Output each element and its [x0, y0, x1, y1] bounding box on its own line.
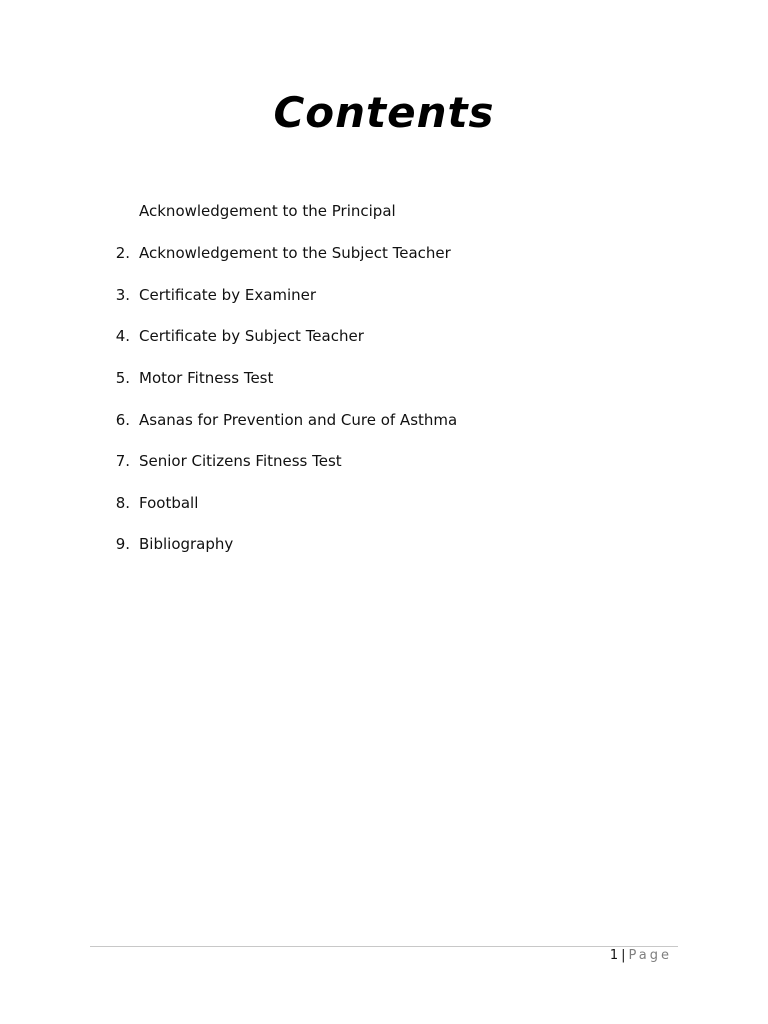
toc-item-label: Motor Fitness Test	[139, 369, 274, 387]
toc-item-number: 9.	[115, 535, 130, 553]
footer-separator: |	[621, 948, 626, 963]
page-word: Page	[628, 948, 672, 963]
footer-divider	[90, 946, 678, 947]
page-number: 1	[609, 948, 619, 963]
toc-item-label: Bibliography	[139, 535, 234, 553]
toc-item-number: 7.	[115, 452, 130, 470]
toc-item-number: 8.	[115, 494, 130, 512]
toc-item-label: Certificate by Examiner	[139, 286, 317, 304]
page-title: Contents	[273, 88, 495, 137]
toc-item-label: Asanas for Prevention and Cure of Asthma	[139, 411, 458, 429]
toc-item	[0, 407, 768, 433]
toc-item	[0, 323, 768, 349]
toc-item	[0, 240, 768, 266]
toc-item	[0, 365, 768, 391]
page-footer	[610, 947, 672, 965]
toc-item	[0, 531, 768, 557]
toc-item-label: Certificate by Subject Teacher	[139, 327, 364, 345]
toc-item-label: Acknowledgement to the Principal	[139, 202, 396, 220]
toc-item	[0, 490, 768, 516]
toc-item-label: Senior Citizens Fitness Test	[139, 452, 342, 470]
toc-item	[0, 282, 768, 308]
toc-item-number: 2.	[115, 244, 130, 262]
toc-item-number: 6.	[115, 411, 130, 429]
toc-item	[0, 448, 768, 474]
toc-item-number: 4.	[115, 327, 130, 345]
toc-item	[0, 198, 768, 224]
toc-item-number: 3.	[115, 286, 130, 304]
toc-item-label: Football	[139, 494, 199, 512]
toc-item-label: Acknowledgement to the Subject Teacher	[139, 244, 451, 262]
toc-item-number: 5.	[115, 369, 130, 387]
